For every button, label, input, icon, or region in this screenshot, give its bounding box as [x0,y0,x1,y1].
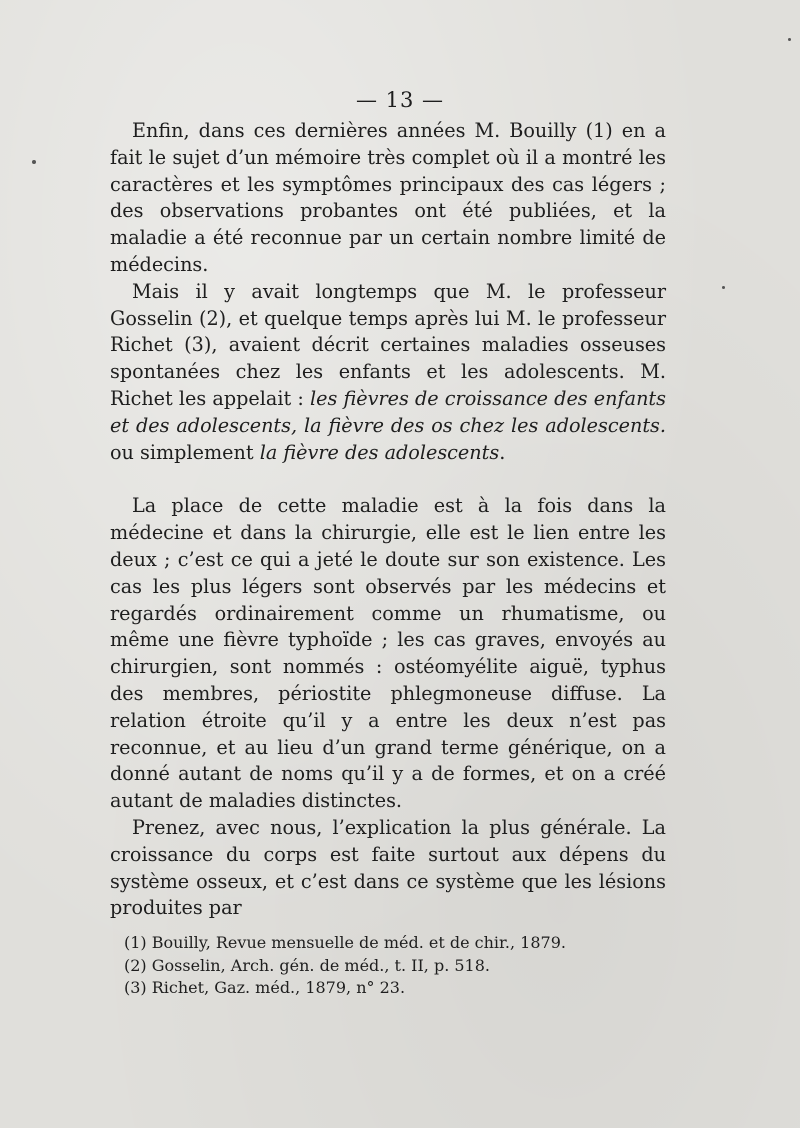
paper-speck [788,38,791,41]
italic-term: les fièvres de croissance des enfants et des adolescents, la fièvre des os chez les adolescents. [110,386,666,437]
footnote-1: (1) Bouilly, Revue mensuelle de méd. et de chir., 1879. [124,933,566,952]
paragraph-2 [110,279,666,467]
paper-speck [722,286,725,289]
paragraph-text: Prenez, avec nous, l’explication la plus générale. La croissance du corps est faite surtout aux dépens du système osseux, et c’est dans ce système que les lésions produites par [110,815,666,920]
paragraph-text: La place de cette maladie est à la fois dans la médecine et dans la chirurgie, elle est le lien entre les deux ; c’est ce qui a jeté le doute sur son existence. Les cas les plus légers sont observés par les médecins et regardés ordinairement comme un rhumatisme, ou même une fièvre typhoïde ; les cas graves, envoyés au chirurgien, sont nommés : ostéomyélite aiguë, typhus des membres, périostite phlegmoneuse diffuse. La relation étroite qu’il y a entre les deux n’est pas reconnue, et au lieu d’un grand terme générique, on a donné autant de noms qu’il y a de formes, et on a créé autant de maladies distinctes. [110,494,666,813]
italic-term: la fièvre des adolescents [259,440,500,464]
footnote-3: (3) Richet, Gaz. méd., 1879, n° 23. [124,978,406,997]
body-text [110,118,666,922]
paragraph-text: Enfin, dans ces dernières années M. Bouilly (1) en a fait le sujet d’un mémoire très complet où il a montré les caractères et les symptômes principaux des cas légers ; des observations probantes ont été publiées, et la maladie a été reconnue par un certain nombre limité de médecins. [110,119,666,276]
footnote-2: (2) Gosselin, Arch. gén. de méd., t. II, p. 518. [124,955,490,975]
paragraph-4 [110,815,666,922]
paragraph-1 [110,118,666,279]
paragraph-text: Mais il y avait longtemps que M. le professeur Gosselin (2), et quelque temps après lui M. le professeur Richet (3), avaient décrit certaines maladies osseuses spontanées chez les enfants et les adolescents. M. Richet les appelait : [110,279,666,410]
paragraph-text: . [499,440,506,464]
footnotes [124,932,664,1000]
paper-speck [32,160,36,164]
paragraph-text: ou simplement [110,440,260,464]
paragraph-3 [110,493,666,815]
page-number: — 13 — [355,88,445,112]
